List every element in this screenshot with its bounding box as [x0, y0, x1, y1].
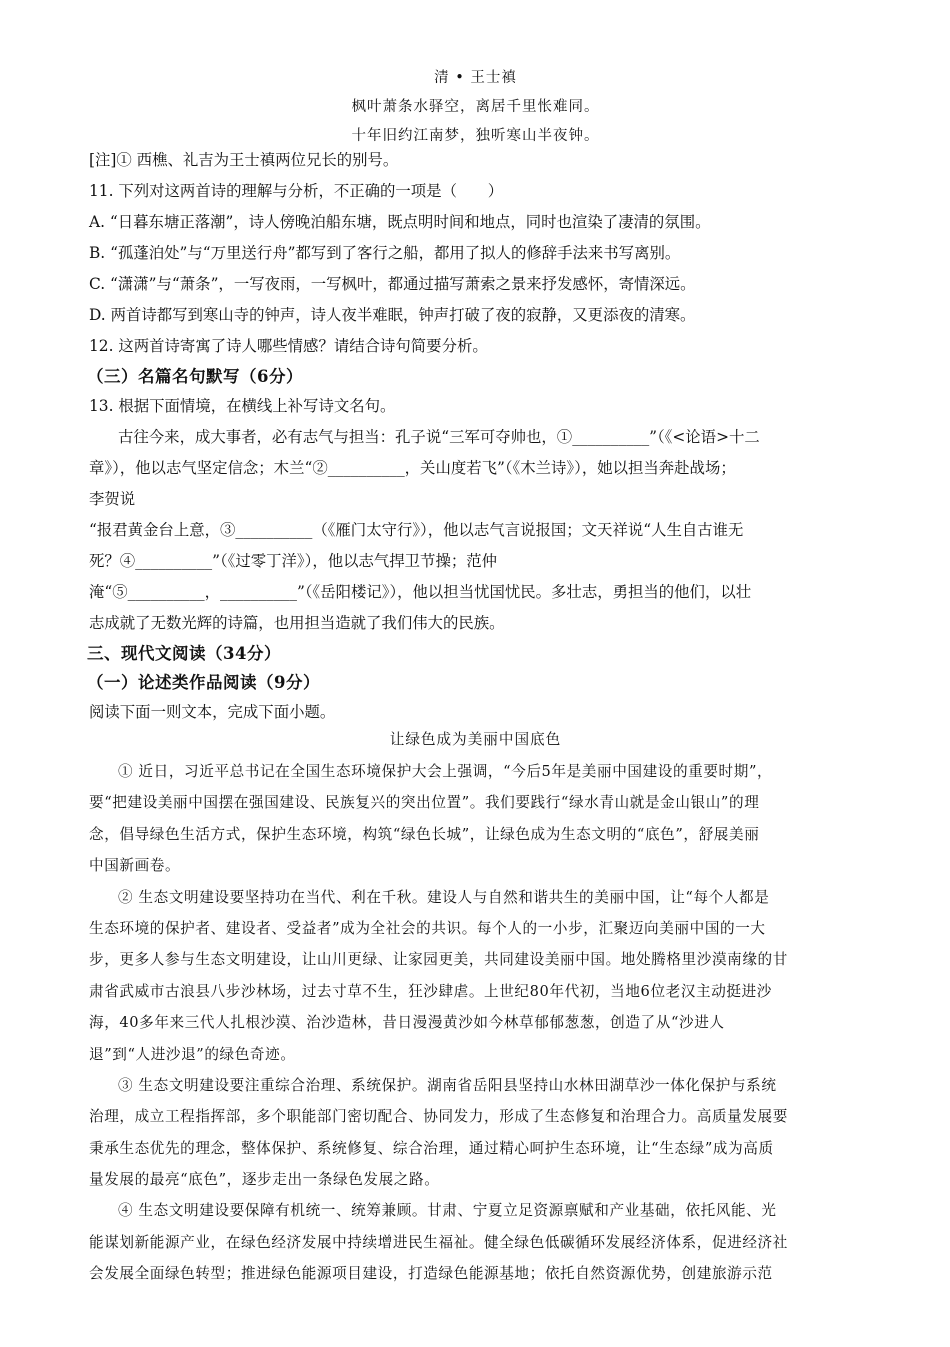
essay-line: 生态环境的保护者、建设者、受益者”成为全社会的共识。每个人的一小步，汇聚迈向美丽中国的一大 — [89, 919, 766, 937]
part-3-sub-heading: （一）论述类作品阅读（9分） — [87, 673, 320, 692]
poem-author: 清 • 王士禛 — [434, 70, 517, 86]
question-11-option-a: A. “日暮东塘正落潮”，诗人傍晚泊船东塘，既点明时间和地点，同时也渲染了凄清的氛围。 — [89, 213, 711, 231]
essay-paragraph-1 — [89, 762, 862, 876]
question-11-option-c: C. “潇潇”与“萧条”，一写夜雨，一写枫叶，都通过描写萧索之景来抒发感怀，寄情深远。 — [89, 275, 696, 293]
question-12: 12. 这两首诗寄寓了诗人哪些情感？请结合诗句简要分析。 — [89, 337, 488, 355]
essay-line: 量发展的最亮“底色”，逐步走出一条绿色发展之路。 — [89, 1171, 440, 1189]
essay-line: 秉承生态优先的理念，整体保护、系统修复、综合治理，通过精心呵护生态环境，让“生态绿”成为高质 — [89, 1139, 774, 1157]
part-3-heading: 三、现代文阅读（34分） — [87, 644, 281, 663]
essay-line: 退”到“人进沙退”的绿色奇迹。 — [89, 1045, 296, 1063]
essay-line: ① 近日，习近平总书记在全国生态环境保护大会上强调，“今后5年是美丽中国建设的重要时期”， — [118, 763, 773, 780]
essay-line: 会发展全面绿色转型；推进绿色能源项目建设，打造绿色能源基地；依托自然资源优势，创建旅游示范 — [89, 1265, 773, 1283]
question-13-line-5: 死？④__________”（《过零丁洋》），他以志气捍卫节操；范仲 — [89, 552, 498, 570]
question-13-line-4: “报君黄金台上意，③__________（《雁门太守行》），他以志气言说报国；文天祥说“人生自古谁无 — [89, 521, 744, 539]
poem-line-2: 十年旧约江南梦，独听寒山半夜钟。 — [351, 128, 600, 144]
question-13-line-1: 古往今来，成大事者，必有志气与担当：孔子说“三军可夺帅也，①__________”（《<论语>十二 — [118, 428, 760, 446]
reading-instruction: 阅读下面一则文本，完成下面小题。 — [89, 703, 336, 721]
poem-line-1: 枫叶萧条水驿空，离居千里怅难同。 — [351, 99, 600, 115]
question-13-line-3: 李贺说 — [89, 490, 136, 508]
question-13-line-6: 淹“⑤__________，__________”（《岳阳楼记》），他以担当忧国忧民。多壮志，勇担当的他们，以壮 — [89, 583, 752, 601]
question-13-stem: 13. 根据下面情境，在横线上补写诗文名句。 — [89, 397, 396, 415]
essay-paragraph-2 — [89, 888, 862, 1065]
question-13-line-7: 志成就了无数光辉的诗篇，也用担当造就了我们伟大的民族。 — [89, 614, 505, 632]
essay-line: ③ 生态文明建设要注重综合治理、系统保护。湖南省岳阳县坚持山水林田湖草沙一体化保护与系统 — [118, 1076, 777, 1094]
essay-line: 海，40多年来三代人扎根沙漠、治沙造林，昔日漫漫黄沙如今林草郁郁葱葱，创造了从“沙进人 — [89, 1014, 725, 1032]
essay-title: 让绿色成为美丽中国底色 — [389, 731, 562, 748]
essay-line: 要“把建设美丽中国摆在强国建设、民族复兴的突出位置”。我们要践行“绿水青山就是金山银山”的理 — [89, 794, 760, 812]
essay-line: 中国新画卷。 — [89, 857, 181, 875]
question-11-option-d: D. 两首诗都写到寒山寺的钟声，诗人夜半难眠，钟声打破了夜的寂静，又更添夜的清寒。 — [89, 306, 696, 324]
essay-line: 治理，成立工程指挥部，多个职能部门密切配合、协同发力，形成了生态修复和治理合力。高质量发展要 — [89, 1108, 788, 1126]
essay-line: ④ 生态文明建设要保障有机统一、统筹兼顾。甘肃、宁夏立足资源禀赋和产业基础，依托风能、光 — [118, 1202, 777, 1220]
question-13-line-2: 章》），他以志气坚定信念；木兰“②__________，关山度若飞”（《木兰诗》），她以担当奔赴战场； — [89, 459, 736, 477]
section-3-heading: （三）名篇名句默写（6分） — [87, 367, 303, 386]
essay-line: 念，倡导绿色生活方式，保护生态环境，构筑“绿色长城”，让绿色成为生态文明的“底色”，舒展美丽 — [89, 825, 760, 843]
question-11-stem: 11. 下列对这两首诗的理解与分析，不正确的一项是（ ） — [89, 182, 504, 200]
question-11-option-b: B. “孤蓬泊处”与“万里送行舟”都写到了客行之船，都用了拟人的修辞手法来书写离别。 — [89, 244, 681, 262]
essay-line: 能谋划新能源产业，在绿色经济发展中持续增进民生福祉。健全绿色低碳循环发展经济体系，促进经济社 — [89, 1233, 788, 1251]
poem-note: [注]① 西樵、礼吉为王士禛两位兄长的别号。 — [89, 151, 399, 169]
essay-line: ② 生态文明建设要坚持功在当代、利在千秋。建设人与自然和谐共生的美丽中国，让“每个人都是 — [118, 888, 770, 906]
essay-paragraph-3 — [89, 1076, 862, 1190]
essay-paragraph-4 — [89, 1201, 862, 1284]
essay-line: 步，更多人参与生态文明建设，让山川更绿、让家园更美，共同建设美丽中国。地处腾格里沙漠南缘的甘 — [89, 951, 788, 969]
essay-line: 肃省武威市古浪县八步沙林场，过去寸草不生，狂沙肆虐。上世纪80年代初，当地6位老汉主动挺进沙 — [89, 982, 772, 1000]
